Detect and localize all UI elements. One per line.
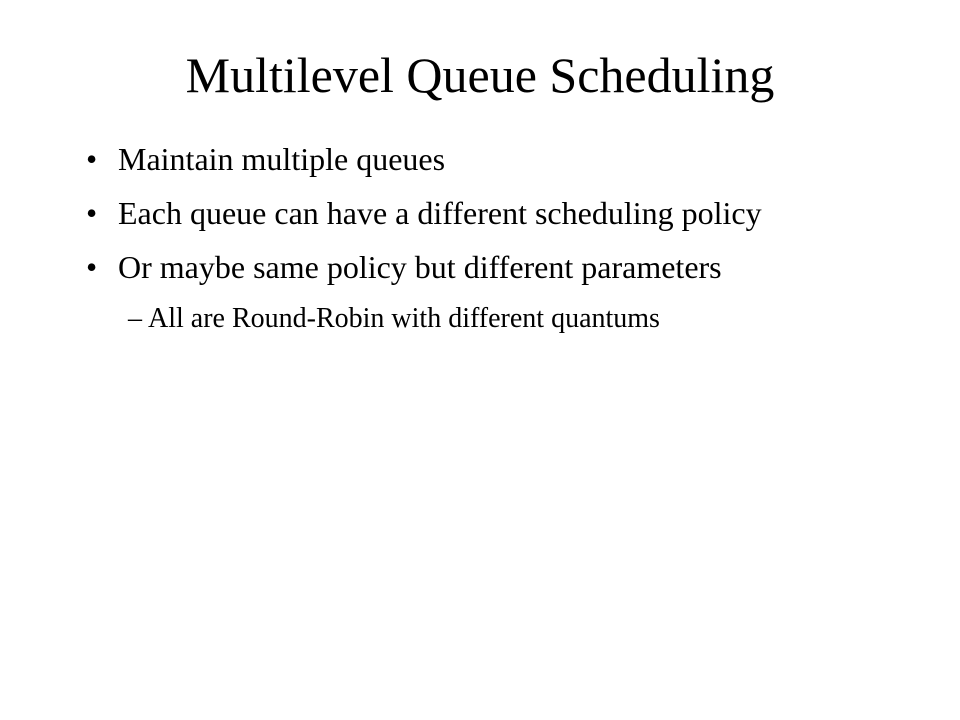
bullet-item [80,248,880,286]
sub-bullet-marker: – [128,303,142,334]
sub-bullet-item [80,302,880,336]
bullet-marker: • [86,141,98,177]
bullet-list [80,140,880,348]
bullet-item [80,140,880,178]
bullet-marker: • [86,249,98,285]
bullet-item [80,194,880,232]
slide-title: Multilevel Queue Scheduling [185,47,775,103]
bullet-marker: • [86,195,98,231]
bullet-text: Maintain multiple queues [118,141,446,177]
bullet-text: Each queue can have a different scheduling policy [118,195,762,231]
bullet-text: Or maybe same policy but different parameters [118,249,722,285]
sub-bullet-text: All are Round-Robin with different quantums [148,303,660,334]
